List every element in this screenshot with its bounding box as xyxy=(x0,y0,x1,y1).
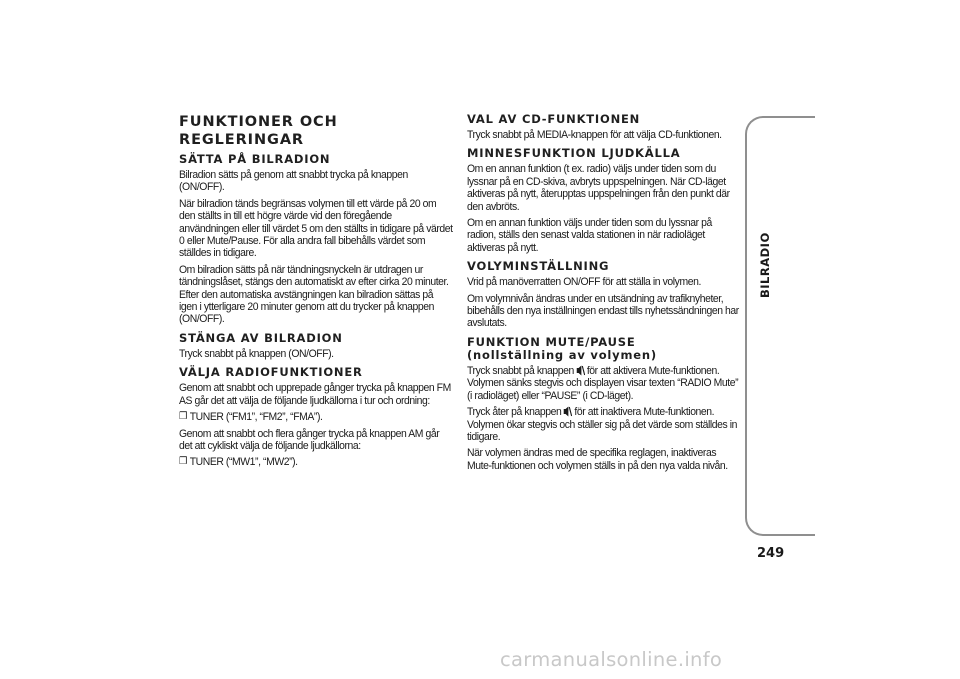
checkbox-bullet-icon: ❒ xyxy=(179,411,187,423)
bullet-text: TUNER (“FM1”, “FM2”, “FMA”). xyxy=(189,411,323,424)
checkbox-bullet-icon: ❒ xyxy=(179,456,187,468)
mute-icon xyxy=(576,365,585,376)
chapter-tab-label: BILRADIO xyxy=(758,232,772,298)
heading-valja-radiofunktioner: VÄLJA RADIOFUNKTIONER xyxy=(179,365,363,380)
page-number: 249 xyxy=(757,546,785,561)
heading-line: (nollställning av volymen) xyxy=(467,347,657,362)
heading-volyminstallning: VOLYMINSTÄLLNING xyxy=(467,259,610,274)
heading-val-av-cd: VAL AV CD-FUNKTIONEN xyxy=(467,112,641,126)
paragraph: Tryck snabbt på knappen (ON/OFF). xyxy=(179,347,334,360)
text-segment: för att inaktivera Mute-funktionen. Volymen ökar stegvis och ställer sig på det värde som ställdes in tidigare. xyxy=(467,406,738,443)
bullet-text: TUNER (“MW1”, “MW2”). xyxy=(189,456,298,469)
paragraph: Vrid på manöverratten ON/OFF för att ställa in volymen. xyxy=(467,276,701,289)
heading-stanga-av: STÄNGA AV BILRADION xyxy=(179,330,343,345)
heading-mute-pause xyxy=(467,336,742,362)
text-segment: för att aktivera Mute-funktionen. Volymen sänks stegvis och displayen visar texten “RADIO Mute” (i radioläget) eller “PAUSE” (i CD-läget). xyxy=(467,364,739,402)
paragraph: Om en annan funktion väljs under tiden som du lyssnar på radion, ställs den senast valda stationen in när radioläget aktiveras på nytt. xyxy=(467,217,712,254)
paragraph: Om bilradion sätts på när tändningsnyckeln är utdragen ur tändningslåset, stängs den automatiskt av efter cirka 20 minuter. Efter den automatiska avstängningen kan bilradion sättas på igen i ytterligare 20 minuter genom att du trycker på knappen (ON/OFF). xyxy=(179,263,449,326)
paragraph: När bilradion tänds begränsas volymen till ett värde på 20 om den ställts in till ett högre värde vid den föregående användningen eller till värdet 5 om den ställts in tidigare på värdet 0 eller Mute/Pause. För alla andra fall bibehålls värdet som ställdes in tidigare. xyxy=(179,197,453,260)
paragraph: Genom att snabbt och flera gånger trycka på knappen AM går det att cykliskt välja de följande ljudkällorna: xyxy=(179,427,440,452)
bullet-item xyxy=(179,456,453,468)
right-column xyxy=(467,113,742,476)
heading-satta-pa: SÄTTA PÅ BILRADION xyxy=(179,152,331,166)
paragraph xyxy=(467,406,741,443)
left-column xyxy=(179,113,454,473)
paragraph: Genom att snabbt och upprepade gånger trycka på knappen FM AS går det att välja de följande ljudkällorna i tur och ordning: xyxy=(179,382,451,407)
paragraph xyxy=(467,365,741,402)
paragraph: Tryck snabbt på MEDIA-knappen för att välja CD-funktionen. xyxy=(467,129,722,141)
chapter-tab xyxy=(745,116,815,536)
paragraph: Om en annan funktion (t ex. radio) väljs under tiden som du lyssnar på en CD-skiva, avbryts uppspelningen. När CD-läget aktiveras på nytt, återupptas uppspelningen från den punkt där den avbröts. xyxy=(467,163,730,213)
heading-line: FUNKTION MUTE/PAUSE xyxy=(467,334,636,349)
paragraph: Bilradion sätts på genom att snabbt trycka på knappen (ON/OFF). xyxy=(179,169,408,194)
bullet-item xyxy=(179,411,453,423)
watermark: carmanualsonline.info xyxy=(500,648,723,671)
paragraph: När volymen ändras med de specifika reglagen, inaktiveras Mute-funktionen och volymen ställs in på den nya valda nivån. xyxy=(467,447,728,472)
paragraph: Om volymnivån ändras under en utsändning av trafiknyheter, bibehålls den nya inställningen endast tills nyhetssändningen har avslutats. xyxy=(467,292,739,330)
mute-icon xyxy=(563,406,572,417)
text-segment: Tryck åter på knappen xyxy=(467,406,562,419)
text-segment: Tryck snabbt på knappen xyxy=(467,364,574,377)
heading-minnesfunktion: MINNESFUNKTION LJUDKÄLLA xyxy=(467,146,681,161)
page-title: FUNKTIONER OCH REGLERINGAR xyxy=(179,114,338,148)
